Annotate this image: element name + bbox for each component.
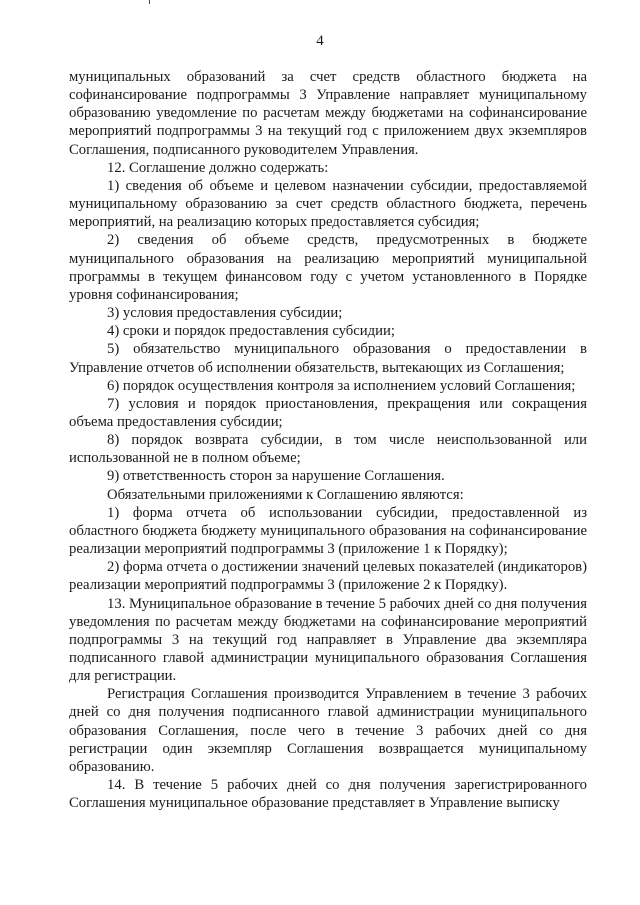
paragraph-registration: Регистрация Соглашения производится Управлением в течение 3 рабочих дней со дня получения подписанного главой администрации муниципального образования Соглашения, после чего в течение 3 рабочих дней со дня регистрации один экземпляр Соглашения возвращается муниципальному образованию. — [69, 686, 587, 775]
list-item-appendix-1: 1) форма отчета об использовании субсидии, предоставленной из областного бюджета бюджету муниципального образования на софинансирование реализации мероприятий подпрограммы 3 (приложение 1 к Порядку); — [69, 504, 587, 558]
list-item-12-9: 9) ответственность сторон за нарушение Соглашения. — [107, 468, 445, 485]
list-item-appendix-2: 2) форма отчета о достижении значений целевых показателей (индикаторов) реализации мероприятий подпрограммы 3 (приложение 2 к Порядку). — [69, 559, 587, 594]
paragraph-appendices: Обязательными приложениями к Соглашению являются: — [107, 486, 464, 503]
paragraph-clause-14: 14. В течение 5 рабочих дней со дня получения зарегистрированного Соглашения муниципальное образование представляет в Управление выписку — [69, 777, 587, 812]
list-item-12-4: 4) сроки и порядок предоставления субсидии; — [107, 323, 395, 340]
list-item-12-3: 3) условия предоставления субсидии; — [107, 305, 343, 322]
document-body — [69, 68, 587, 812]
list-item-12-5: 5) обязательство муниципального образования о предоставлении в Управление отчетов об исполнении обязательств, вытекающих из Соглашения; — [69, 341, 587, 376]
list-item-12-1: 1) сведения об объеме и целевом назначении субсидии, предоставляемой муниципальному образованию за счет средств областного бюджета, перечень мероприятий, на реализацию которых предоставляется субсидия; — [69, 177, 587, 231]
list-item-12-8: 8) порядок возврата субсидии, в том числе неиспользованной или использованной не в полном объеме; — [69, 432, 587, 467]
paragraph-clause-13: 13. Муниципальное образование в течение 5 рабочих дней со дня получения уведомления по расчетам между бюджетами на софинансирование мероприятий подпрограммы 3 на текущий год направляет в Управление два экземпляра подписанного главой администрации муниципального образования Соглашения для регистрации. — [69, 595, 587, 685]
list-item-12-7: 7) условия и порядок приостановления, прекращения или сокращения объема предоставления субсидии; — [69, 395, 587, 430]
page-number: 4 — [316, 33, 324, 49]
list-item-12-2: 2) сведения об объеме средств, предусмотренных в бюджете муниципального образования на реализацию мероприятий муниципальной программы в текущем финансовом году с учетом установленного в Порядке уровня софинансирования; — [69, 232, 587, 303]
paragraph-continuation: муниципальных образований за счет средств областного бюджета на софинансирование подпрограммы 3 Управление направляет муниципальному образованию уведомление по расчетам между бюджетами на софинансирование мероприятий подпрограммы 3 на текущий год с приложением двух экземпляров Соглашения, подписанного руководителем Управления. — [69, 69, 587, 158]
paragraph-clause-12: 12. Соглашение должно содержать: — [107, 159, 329, 176]
scan-mark — [149, 0, 150, 4]
list-item-12-6: 6) порядок осуществления контроля за исполнением условий Соглашения; — [107, 377, 576, 394]
